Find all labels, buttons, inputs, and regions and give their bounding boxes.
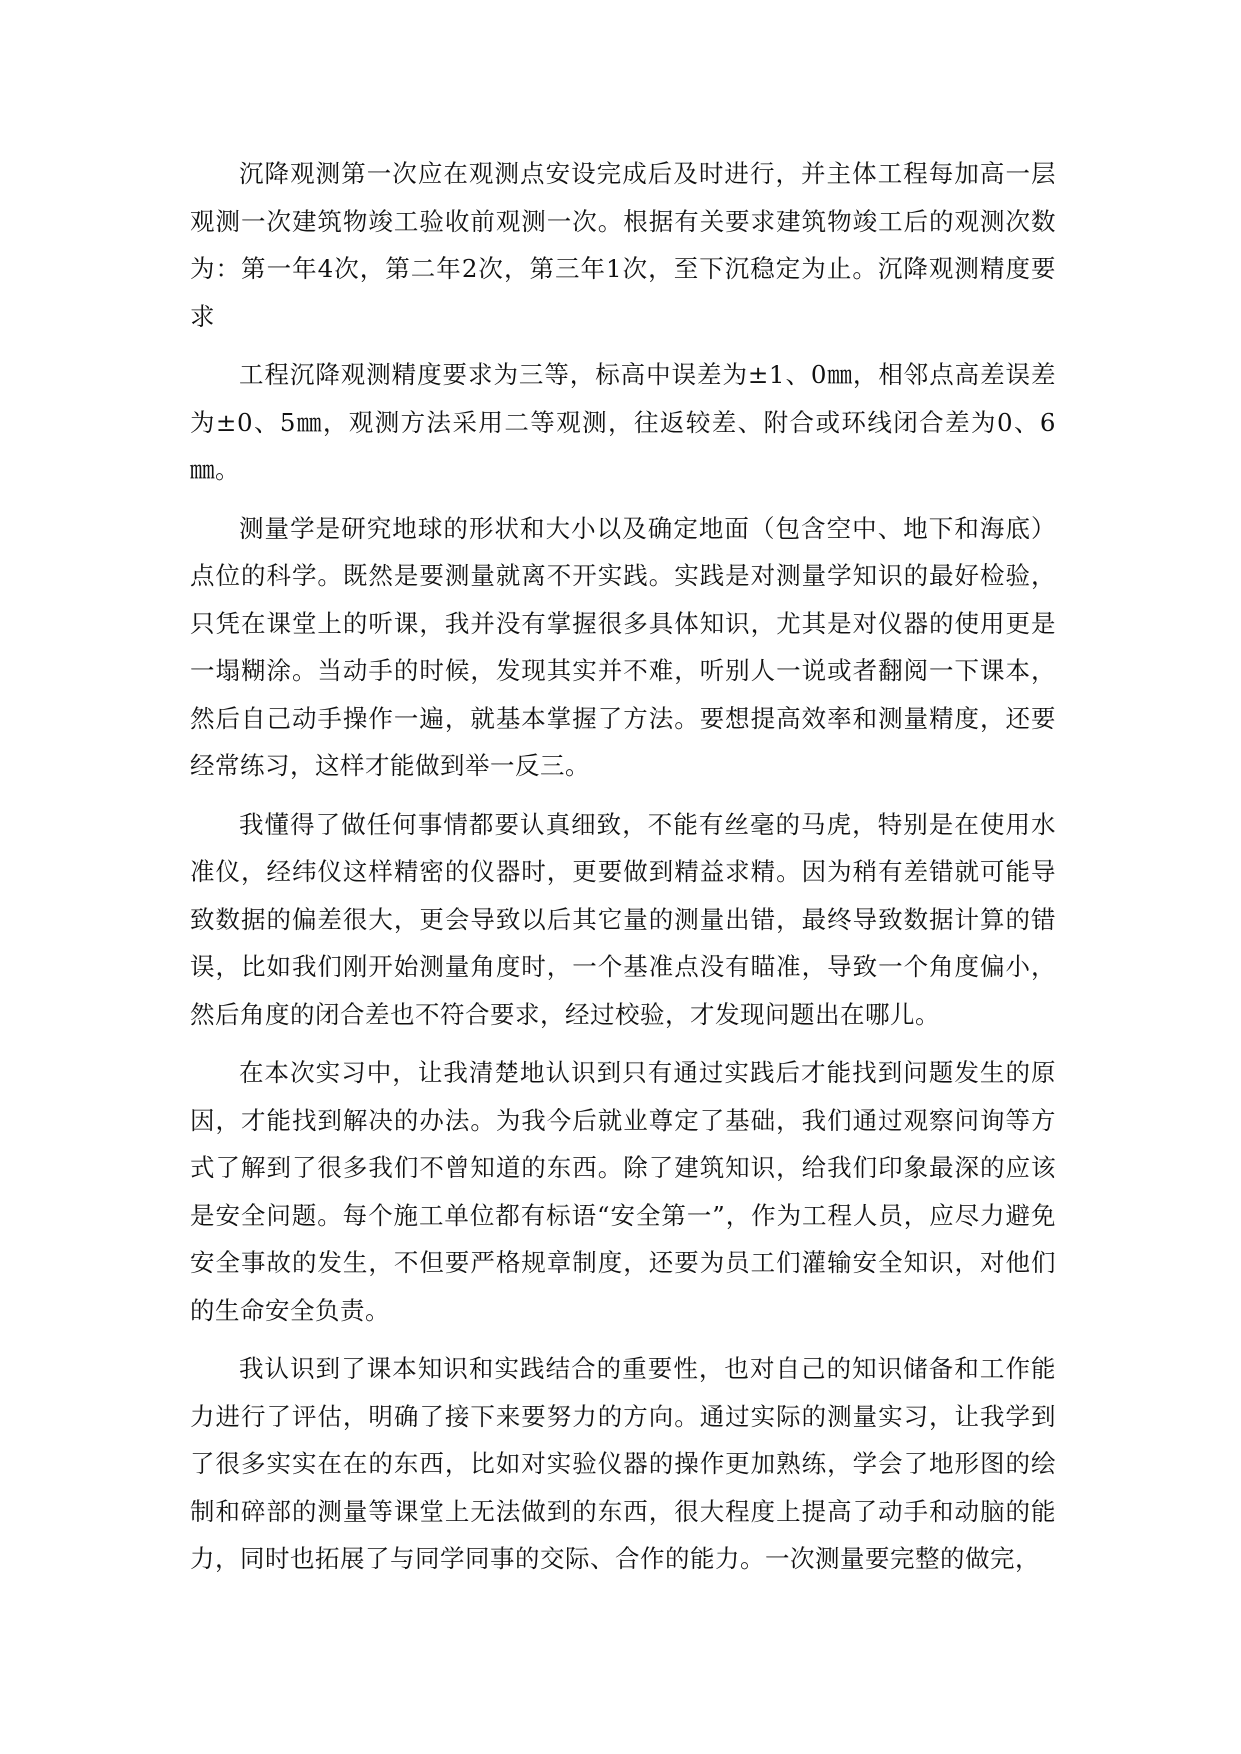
paragraph-surveying-science: 测量学是研究地球的形状和大小以及确定地面（包含空中、地下和海底）点位的科学。既然是要测量就离不开实践。实践是对测量学知识的最好检验，只凭在课堂上的听课，我并没有掌握很多具体知识，尤其是对仪器的使用更是一塌糊涂。当动手的时候，发现其实并不难，听别人一说或者翻阅一下课本，然后自己动手操作一遍，就基本掌握了方法。要想提高效率和测量精度，还要经常练习，这样才能做到举一反三。 — [190, 513, 1056, 780]
paragraph-internship-insight: 在本次实习中，让我清楚地认识到只有通过实践后才能找到问题发生的原因，才能找到解决的办法。为我今后就业尊定了基础，我们通过观察问询等方式了解到了很多我们不曾知道的东西。除了建筑知识，给我们印象最深的应该是安全问题。每个施工单位都有标语“安全第一”，作为工程人员，应尽力避免安全事故的发生，不但要严格规章制度，还要为员工们灌输安全知识，对他们的生命安全负责。 — [190, 1058, 1056, 1325]
document-body — [190, 150, 1056, 1594]
paragraph-settlement-observation: 沉降观测第一次应在观测点安设完成后及时进行，并主体工程每加高一层观测一次建筑物竣工验收前观测一次。根据有关要求建筑物竣工后的观测次数为：第一年4次，第二年2次，第三年1次，至下沉稳定为止。沉降观测精度要求 — [190, 159, 1056, 331]
paragraph-careful-work: 我懂得了做任何事情都要认真细致，不能有丝毫的马虎，特别是在使用水准仪，经纬仪这样精密的仪器时，更要做到精益求精。因为稍有差错就可能导致数据的偏差很大，更会导致以后其它量的测量出错，最终导致数据计算的错误，比如我们刚开始测量角度时，一个基准点没有瞄准，导致一个角度偏小，然后角度的闭合差也不符合要求，经过校验，才发现问题出在哪儿。 — [190, 809, 1056, 1029]
paragraph-precision-requirement: 工程沉降观测精度要求为三等，标高中误差为±1、0㎜，相邻点高差误差为±0、5㎜，观测方法采用二等观测，往返较差、附合或环线闭合差为0、6㎜。 — [190, 360, 1056, 484]
paragraph-theory-practice: 我认识到了课本知识和实践结合的重要性，也对自己的知识储备和工作能力进行了评估，明确了接下来要努力的方向。通过实际的测量实习，让我学到了很多实实在在的东西，比如对实验仪器的操作更加熟练，学会了地形图的绘制和碎部的测量等课堂上无法做到的东西，很大程度上提高了动手和动脑的能力，同时也拓展了与同学同事的交际、合作的能力。一次测量要完整的做完， — [190, 1354, 1056, 1573]
